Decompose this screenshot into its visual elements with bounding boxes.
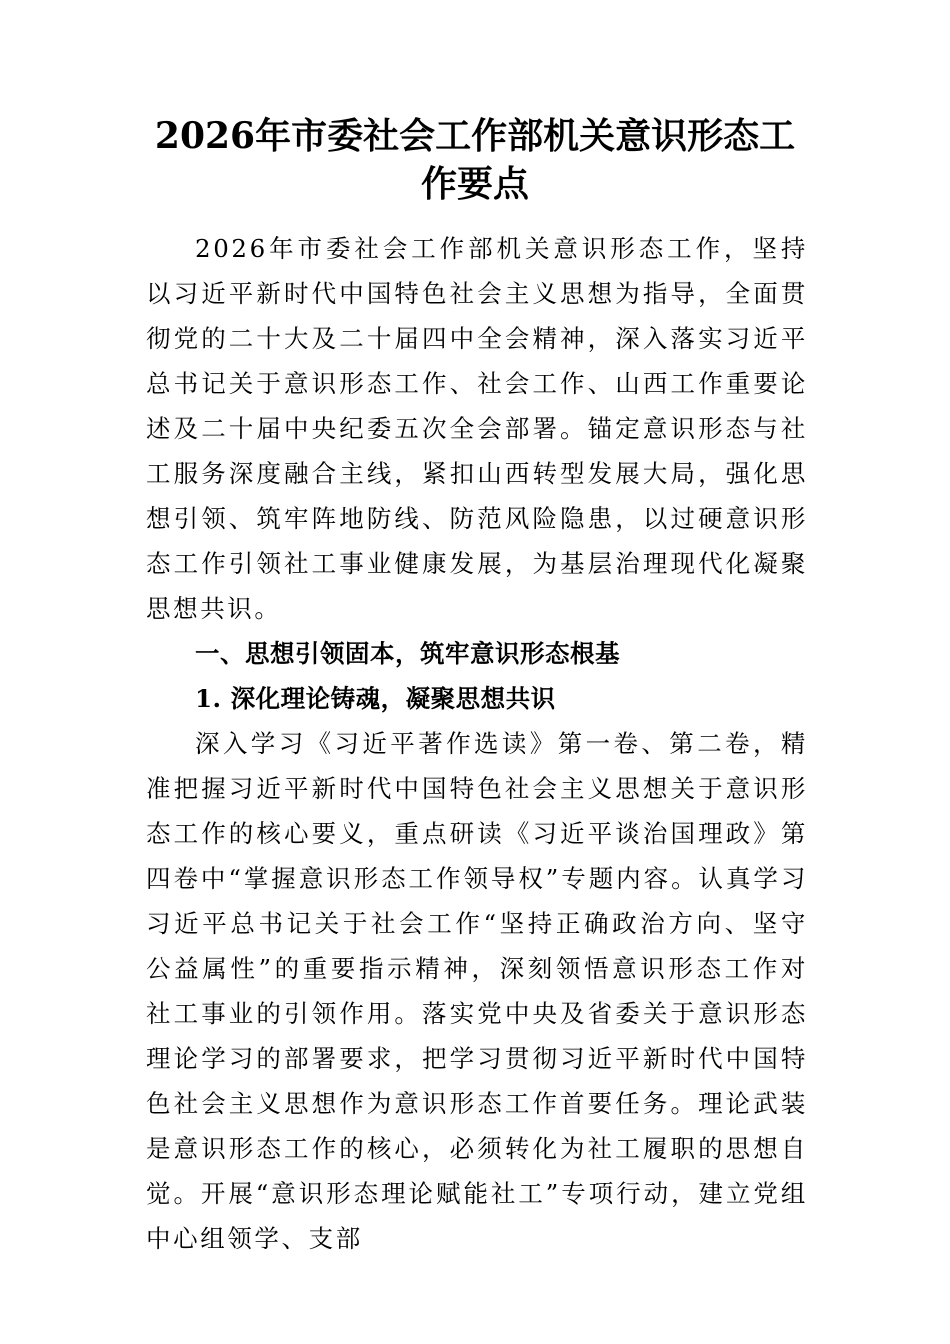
intro-paragraph: 2026年市委社会工作部机关意识形态工作，坚持以习近平新时代中国特色社会主义思想为指导，全面贯彻党的二十大及二十届四中全会精神，深入落实习近平总书记关于意识形态工作、社会工作、山西工作重要论述及二十届中央纪委五次全会部署。锚定意识形态与社工服务深度融合主线，紧扣山西转型发展大局，强化思想引领、筑牢阵地防线、防范风险隐患，以过硬意识形态工作引领社工事业健康发展，为基层治理现代化凝聚思想共识。 bbox=[146, 234, 808, 623]
section-heading: 一、思想引领固本，筑牢意识形态根基 bbox=[195, 639, 620, 668]
subsection-heading: 1. 深化理论铸魂，凝聚思想共识 bbox=[195, 684, 556, 713]
document-title: 2026年市委社会工作部机关意识形态工作要点 bbox=[154, 115, 796, 205]
document-body bbox=[146, 226, 808, 1261]
body-paragraph: 深入学习《习近平著作选读》第一卷、第二卷，精准把握习近平新时代中国特色社会主义思想关于意识形态工作的核心要义，重点研读《习近平谈治国理政》第四卷中“掌握意识形态工作领导权”专题内容。认真学习习近平总书记关于社会工作“坚持正确政治方向、坚守公益属性”的重要指示精神，深刻领悟意识形态工作对社工事业的引领作用。落实党中央及省委关于意识形态理论学习的部署要求，把学习贯彻习近平新时代中国特色社会主义思想作为意识形态工作首要任务。理论武装是意识形态工作的核心，必须转化为社工履职的思想自觉。开展“意识形态理论赋能社工”专项行动，建立党组中心组领学、支部 bbox=[146, 729, 808, 1253]
